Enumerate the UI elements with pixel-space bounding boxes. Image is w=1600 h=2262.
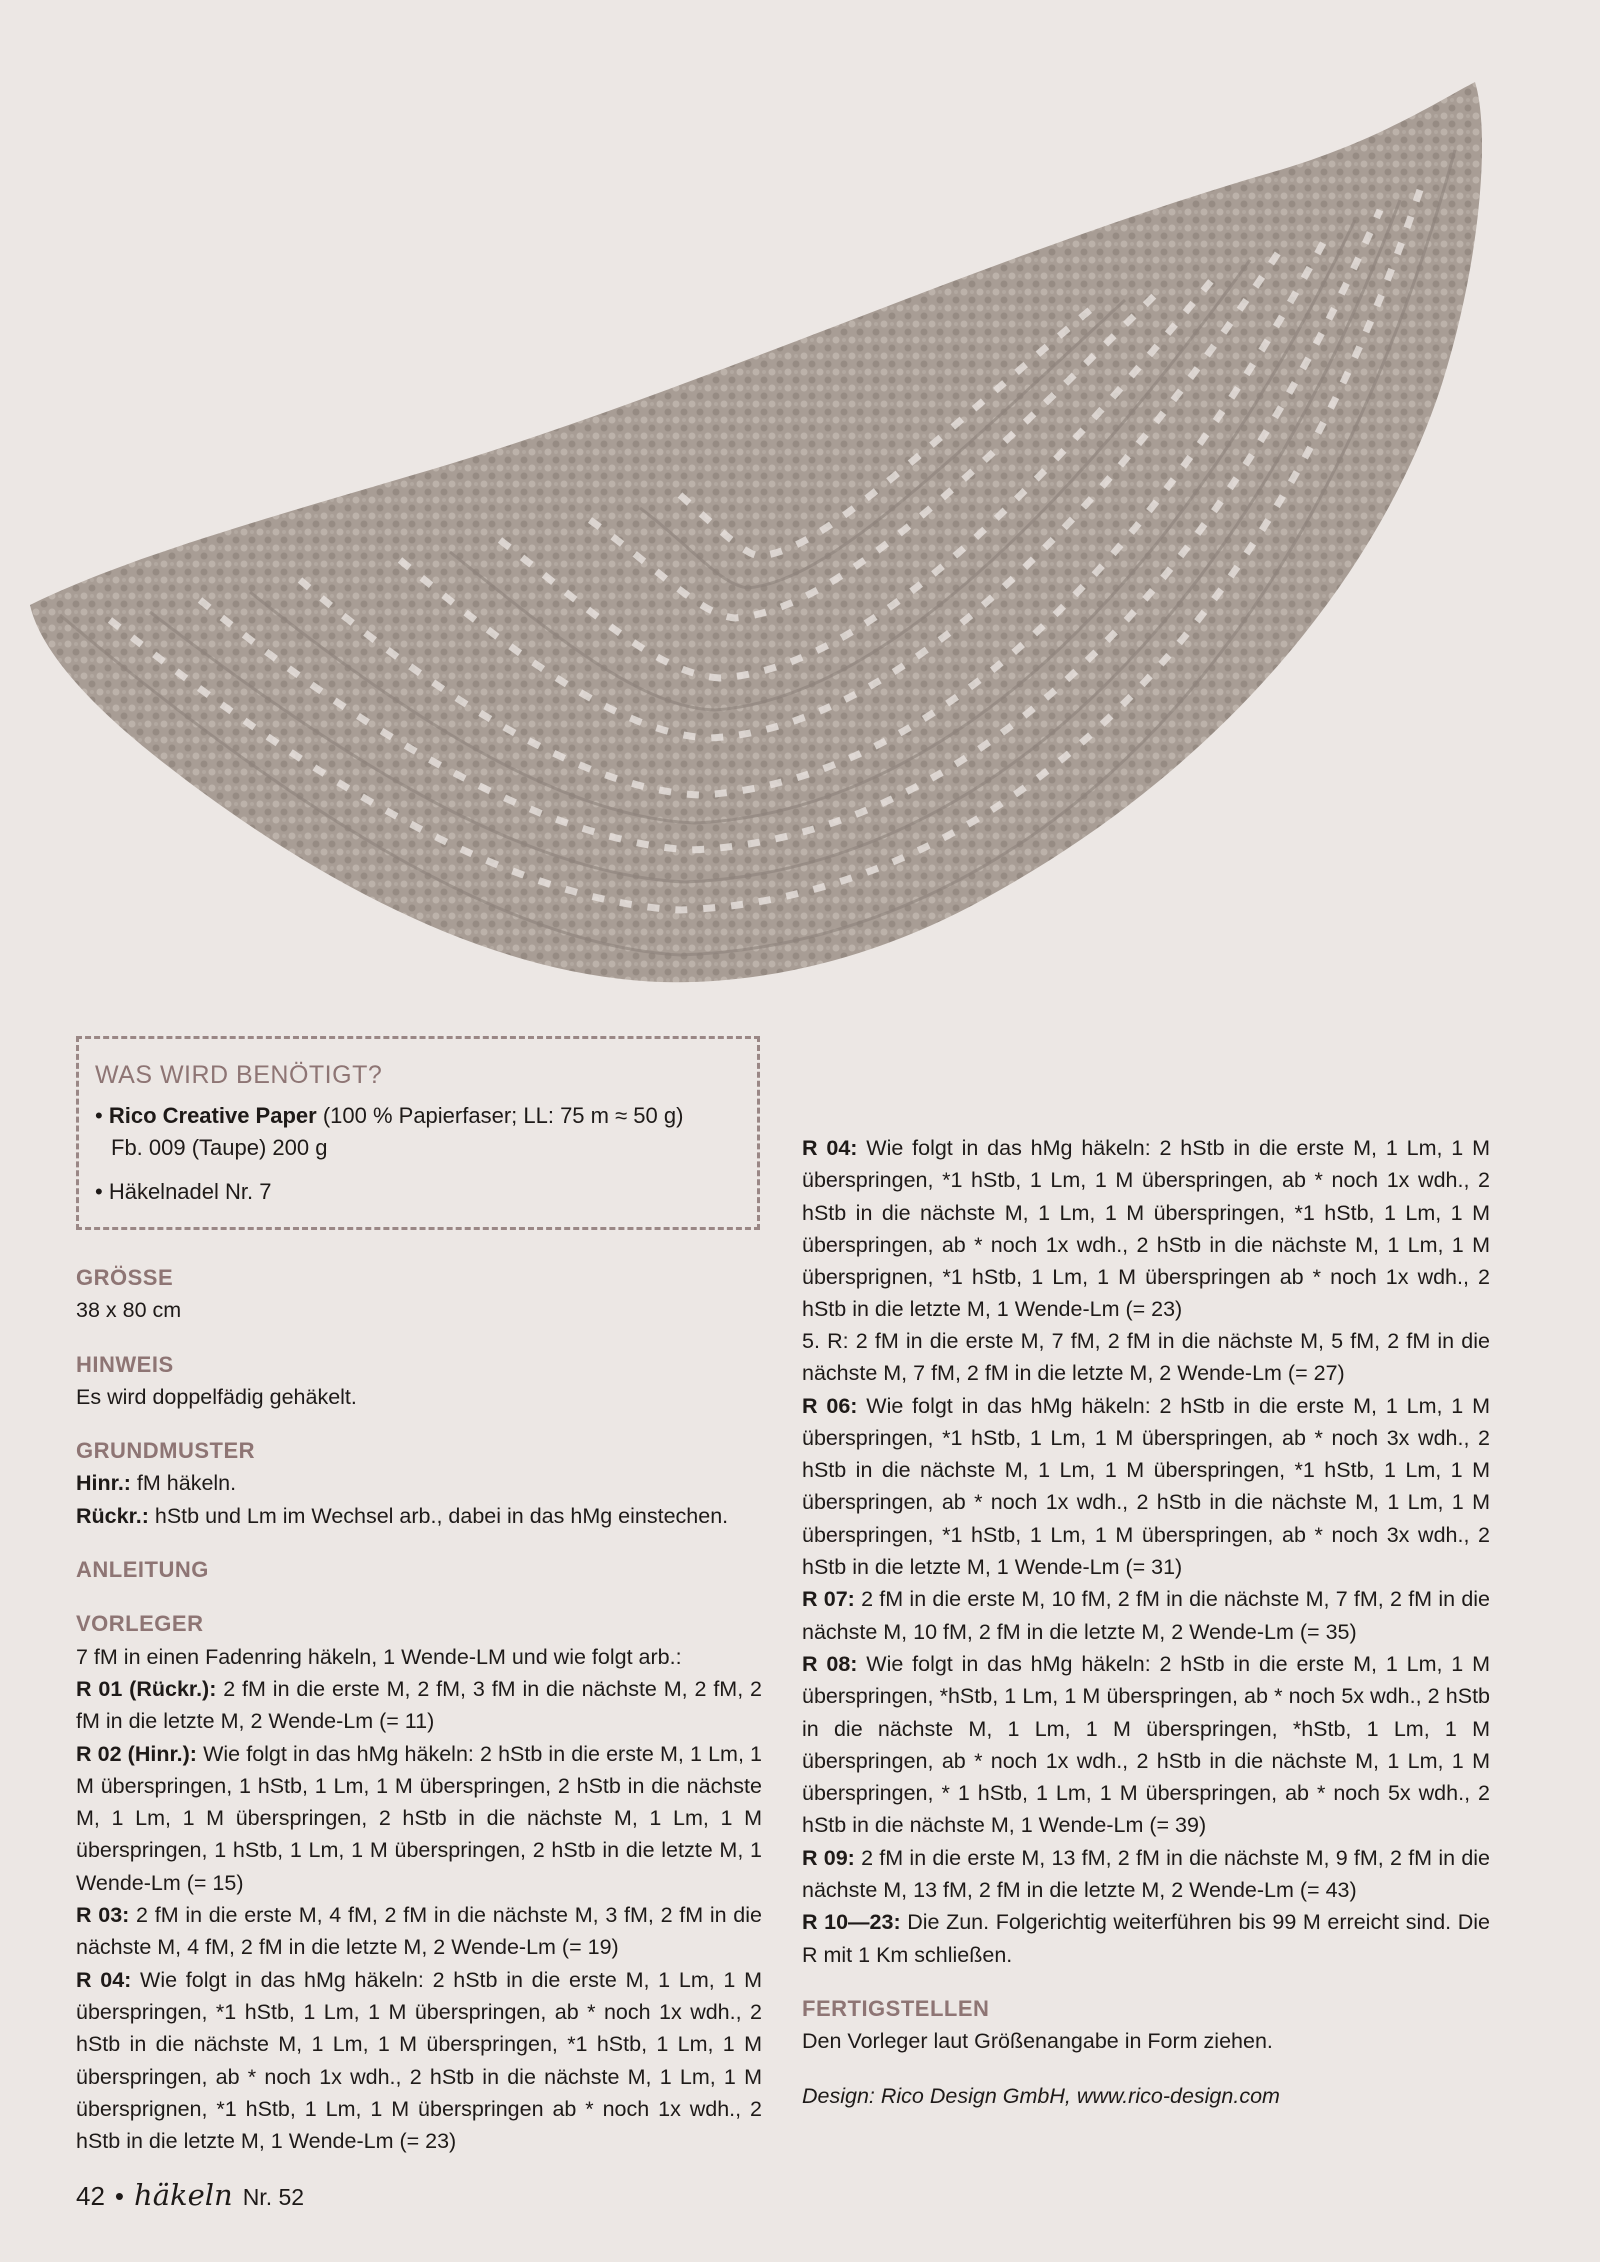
row-10-23	[802, 1906, 1490, 1971]
materials-title: WAS WIRD BENÖTIGT?	[95, 1061, 383, 1089]
row-08	[802, 1648, 1490, 1842]
materials-box	[76, 1036, 760, 1230]
hook-line: • Häkelnadel Nr. 7	[95, 1179, 272, 1204]
pattern-heading: GRUNDMUSTER	[76, 1438, 256, 1464]
row-07	[802, 1583, 1490, 1648]
row-06-text: Wie folgt in das hMg häkeln: 2 hStb in die erste M, 1 Lm, 1 M überspringen, *1 hStb, 1 Lm, 1 M überspringen, ab * noch 3x wdh., 2 hStb in die nächste M, 1 Lm, 1 M überspringen, *1 hStb, 1 Lm, 1 M überspringen, ab * noch 1x wdh., 2 hStb in die nächste M, 1 Lm, 1 M überspringen, *1 hStb, 1 Lm, 1 M überspringen, ab * noch 3x wdh., 2 hStb in die letzte M, 1 Wende-Lm (= 31)	[802, 1393, 1490, 1580]
row-02	[76, 1738, 762, 1899]
row-08-text: Wie folgt in das hMg häkeln: 2 hStb in die erste M, 1 Lm, 1 M überspringen, *hStb, 1 Lm, 1 M überspringen, ab * noch 5x wdh., 2 hStb in die nächste M, 1 Lm, 1 M überspringen, *hStb, 1 Lm, 1 M überspringen, ab * noch 1x wdh., 2 hStb in die nächste M, 1 Lm, 1 M überspringen, * 1 hStb, 1 Lm, 1 M überspringen, ab * noch 5x wdh., 2 hStb in die nächste M, 1 Wende-Lm (= 39)	[802, 1651, 1490, 1838]
yarn-color: Fb. 009 (Taupe) 200 g	[111, 1135, 328, 1160]
row-01	[76, 1673, 762, 1738]
row-03-text: 2 fM in die erste M, 4 fM, 2 fM in die nächste M, 3 fM, 2 fM in die nächste M, 4 fM, 2 fM in die letzte M, 2 Wende-Lm (= 19)	[76, 1903, 762, 1960]
right-column	[802, 1136, 1491, 2112]
note-heading: HINWEIS	[76, 1351, 174, 1377]
design-credit: Design: Rico Design GmbH, www.rico-design.com	[802, 2083, 1280, 2108]
yarn-name: Rico Creative Paper	[108, 1103, 317, 1128]
crochet-rug-photo	[0, 0, 1600, 1000]
pattern-hinr	[76, 1467, 762, 1499]
page-footer	[76, 2178, 304, 2212]
row-09	[802, 1842, 1490, 1907]
yarn-line: • Rico Creative Paper (100 % Papierfaser; LL: 75 m ≈ 50 g)	[95, 1103, 684, 1128]
finishing-text: Den Vorleger laut Größenangabe in Form ziehen.	[802, 2029, 1273, 2054]
instructions-heading: ANLEITUNG	[76, 1557, 209, 1583]
row-09-label: R 09:	[802, 1845, 855, 1870]
row-01-label: R 01 (Rückr.):	[76, 1676, 217, 1701]
row-04	[76, 1964, 763, 2154]
magazine-brand: häkeln	[134, 2178, 233, 2212]
pattern-rueckr	[76, 1500, 762, 1532]
size-heading: GRÖSSE	[76, 1265, 174, 1290]
row-02-label: R 02 (Hinr.):	[76, 1741, 197, 1766]
instructions-intro: 7 fM in einen Fadenring häkeln, 1 Wende-LM und wie folgt arb.:	[76, 1644, 682, 1669]
row-04-continued	[802, 1136, 1490, 1325]
row-08-label: R 08:	[802, 1651, 858, 1676]
rueckr-text: hStb und Lm im Wechsel arb., dabei in das hMg einstechen.	[148, 1503, 729, 1528]
row-04-label: R 04:	[76, 1967, 132, 1992]
row-01-text: 2 fM in die erste M, 2 fM, 3 fM in die nächste M, 2 fM, 2 fM in die letzte M, 2 Wende-Lm (= 11)	[76, 1676, 762, 1734]
row-06	[802, 1390, 1490, 1584]
row-05: 5. R: 2 fM in die erste M, 7 fM, 2 fM in die nächste M, 5 fM, 2 fM in die nächste M, 7 fM, 2 fM in die letzte M, 2 Wende-Lm (= 27)	[802, 1329, 1490, 1386]
issue-number: Nr. 52	[242, 2184, 305, 2210]
row-10-23-text: Die Zun. Folgerichtig weiterführen bis 99 M erreicht sind. Die R mit 1 Km schließen.	[802, 1910, 1490, 1967]
yarn-detail: (100 % Papierfaser; LL: 75 m ≈ 50 g)	[322, 1103, 684, 1128]
row-04-tail	[802, 1132, 1490, 1326]
row-04-label-repeat: R 04:	[802, 1136, 858, 1160]
row-06-label: R 06:	[802, 1393, 858, 1418]
row-07-label: R 07:	[802, 1587, 855, 1612]
left-column	[76, 1262, 763, 2154]
row-07-text: 2 fM in die erste M, 10 fM, 2 fM in die nächste M, 7 fM, 2 fM in die nächste M, 10 fM, 2 fM in die letzte M, 2 Wende-Lm (= 35)	[802, 1587, 1491, 1644]
footer-bullet: •	[114, 2181, 125, 2211]
row-03	[76, 1899, 762, 1964]
row-09-text: 2 fM in die erste M, 13 fM, 2 fM in die nächste M, 9 fM, 2 fM in die nächste M, 13 fM, 2 fM in die letzte M, 2 Wende-Lm (= 43)	[802, 1845, 1491, 1903]
row-02-text: Wie folgt in das hMg häkeln: 2 hStb in die erste M, 1 Lm, 1 M überspringen, 1 hStb, 1 Lm, 1 M überspringen, 2 hStb in die nächste M, 1 Lm, 1 M überspringen, 2 hStb in die nächste M, 1 Lm, 1 M überspringen, 1 hStb, 1 Lm, 1 M überspringen, 2 hStb in die letzte M, 1 Wende-Lm (= 15)	[76, 1741, 762, 1895]
note-text: Es wird doppelfädig gehäkelt.	[76, 1384, 357, 1409]
hinr-label: Hinr.:	[76, 1471, 131, 1496]
instructions-subheading: VORLEGER	[76, 1611, 204, 1637]
hinr-text: fM häkeln.	[130, 1471, 237, 1496]
page-number: 42	[76, 2181, 105, 2211]
row-04-text-repeat: Wie folgt in das hMg häkeln: 2 hStb in die erste M, 1 Lm, 1 M überspringen, *1 hStb, 1 Lm, 1 M überspringen, ab * noch 1x wdh., 2 hStb in die nächste M, 1 Lm, 1 M überspringen, *1 hStb, 1 Lm, 1 M überspringen, ab * noch 1x wdh., 2 hStb in die nächste M, 1 Lm, 1 M übersprignen, *1 hStb, 1 Lm, 1 M überspringen ab * noch 1x wdh., 2 hStb in die letzte M, 1 Wende-Lm (= 23)	[802, 1136, 1490, 1322]
rueckr-label: Rückr.:	[76, 1503, 149, 1528]
row-04-text: Wie folgt in das hMg häkeln: 2 hStb in die erste M, 1 Lm, 1 M überspringen, *1 hStb, 1 Lm, 1 M überspringen, ab * noch 1x wdh., 2 hStb in die nächste M, 1 Lm, 1 M überspringen, *1 hStb, 1 Lm, 1 M überspringen, ab * noch 1x wdh., 2 hStb in die nächste M, 1 Lm, 1 M übersprignen, *1 hStb, 1 Lm, 1 M überspringen ab * noch 1x wdh., 2 hStb in die letzte M, 1 Wende-Lm (= 23)	[76, 1967, 763, 2154]
row-10-23-label: R 10—23:	[802, 1910, 901, 1935]
row-03-label: R 03:	[76, 1903, 130, 1928]
hook-size: Häkelnadel Nr. 7	[108, 1179, 272, 1204]
size-value: 38 x 80 cm	[76, 1298, 182, 1323]
finishing-heading: FERTIGSTELLEN	[802, 1995, 990, 2021]
